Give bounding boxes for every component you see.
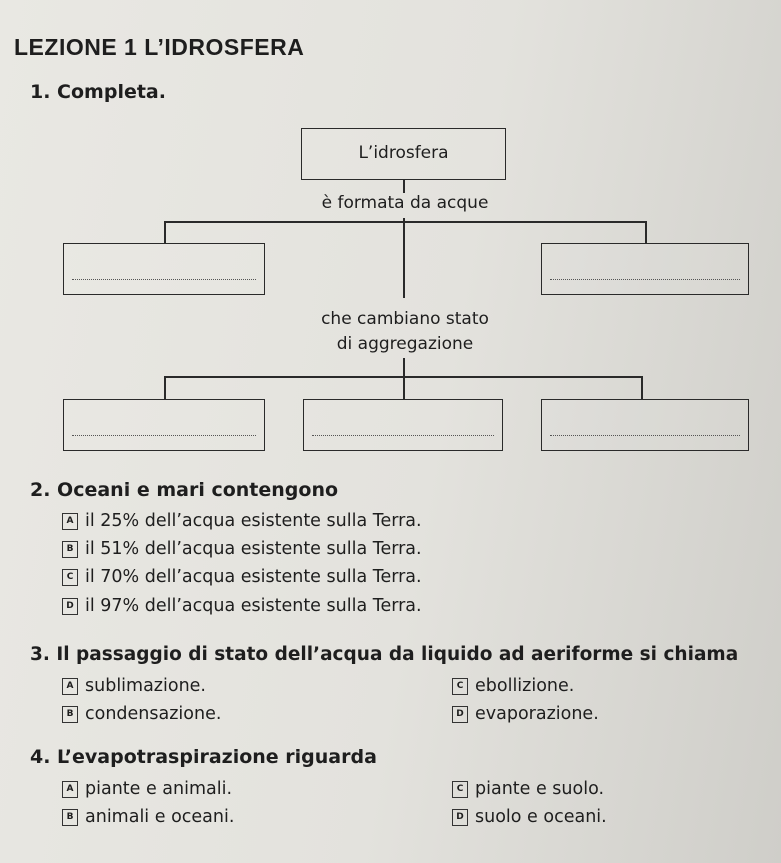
connector-line <box>164 221 646 223</box>
blank-line[interactable] <box>72 435 256 436</box>
blank-line[interactable] <box>312 435 494 436</box>
connector-line <box>164 221 166 243</box>
connector-line <box>164 376 166 400</box>
q3-option-b[interactable] <box>62 704 221 724</box>
option-letter: D <box>62 598 78 615</box>
question-4-title: 4. L’evapotraspirazione riguarda <box>30 746 377 768</box>
option-letter: C <box>452 678 468 695</box>
q2-option-d[interactable] <box>62 596 422 616</box>
option-text: il 51% dell’acqua esistente sulla Terra. <box>85 539 422 559</box>
blank-line[interactable] <box>550 435 740 436</box>
option-letter: B <box>62 541 78 558</box>
option-letter: A <box>62 781 78 798</box>
question-2-title: 2. Oceani e mari contengono <box>30 479 339 501</box>
option-letter: A <box>62 678 78 695</box>
connector-text-2-line-2: di aggregazione <box>336 334 474 354</box>
q4-option-c[interactable] <box>452 779 604 799</box>
blank-box-bottom-middle[interactable] <box>303 399 503 451</box>
connector-line <box>164 376 642 378</box>
option-text: piante e animali. <box>85 779 233 799</box>
option-text: sublimazione. <box>85 676 206 696</box>
connector-line <box>641 376 643 400</box>
option-letter: B <box>62 809 78 826</box>
option-letter: C <box>62 569 78 586</box>
q2-option-c[interactable] <box>62 567 422 587</box>
connector-text-1: è formata da acque <box>321 193 489 213</box>
option-text: il 70% dell’acqua esistente sulla Terra. <box>85 567 422 587</box>
connector-line <box>403 218 405 298</box>
q2-option-b[interactable] <box>62 539 422 559</box>
option-letter: D <box>452 809 468 826</box>
q4-option-b[interactable] <box>62 807 234 827</box>
q4-option-d[interactable] <box>452 807 607 827</box>
option-text: evaporazione. <box>475 704 599 724</box>
blank-box-bottom-right[interactable] <box>541 399 749 451</box>
question-3-title: 3. Il passaggio di stato dell’acqua da liquido ad aeriforme si chiama <box>30 644 739 665</box>
blank-box-left[interactable] <box>63 243 265 295</box>
connector-line <box>403 180 405 193</box>
connector-line <box>645 221 647 243</box>
option-letter: D <box>452 706 468 723</box>
blank-line[interactable] <box>72 279 256 280</box>
option-text: animali e oceani. <box>85 807 235 827</box>
blank-box-bottom-left[interactable] <box>63 399 265 451</box>
option-text: piante e suolo. <box>475 779 605 799</box>
option-text: ebollizione. <box>475 676 575 696</box>
option-text: il 97% dell’acqua esistente sulla Terra. <box>85 596 422 616</box>
option-text: condensazione. <box>85 704 222 724</box>
connector-text-2-line-1: che cambiano stato <box>321 309 489 329</box>
option-text: il 25% dell’acqua esistente sulla Terra. <box>85 511 422 531</box>
question-1-title: 1. Completa. <box>30 81 166 103</box>
q3-option-d[interactable] <box>452 704 599 724</box>
top-concept-label: L’idrosfera <box>358 143 449 163</box>
option-text: suolo e oceani. <box>475 807 607 827</box>
q2-option-a[interactable] <box>62 511 422 531</box>
blank-box-right[interactable] <box>541 243 749 295</box>
q4-option-a[interactable] <box>62 779 232 799</box>
option-letter: A <box>62 513 78 530</box>
option-letter: C <box>452 781 468 798</box>
q3-option-c[interactable] <box>452 676 574 696</box>
top-concept-box <box>301 128 506 180</box>
blank-line[interactable] <box>550 279 740 280</box>
connector-line <box>403 358 405 400</box>
option-letter: B <box>62 706 78 723</box>
lesson-title: LEZIONE 1 L’IDROSFERA <box>14 34 305 60</box>
q3-option-a[interactable] <box>62 676 206 696</box>
